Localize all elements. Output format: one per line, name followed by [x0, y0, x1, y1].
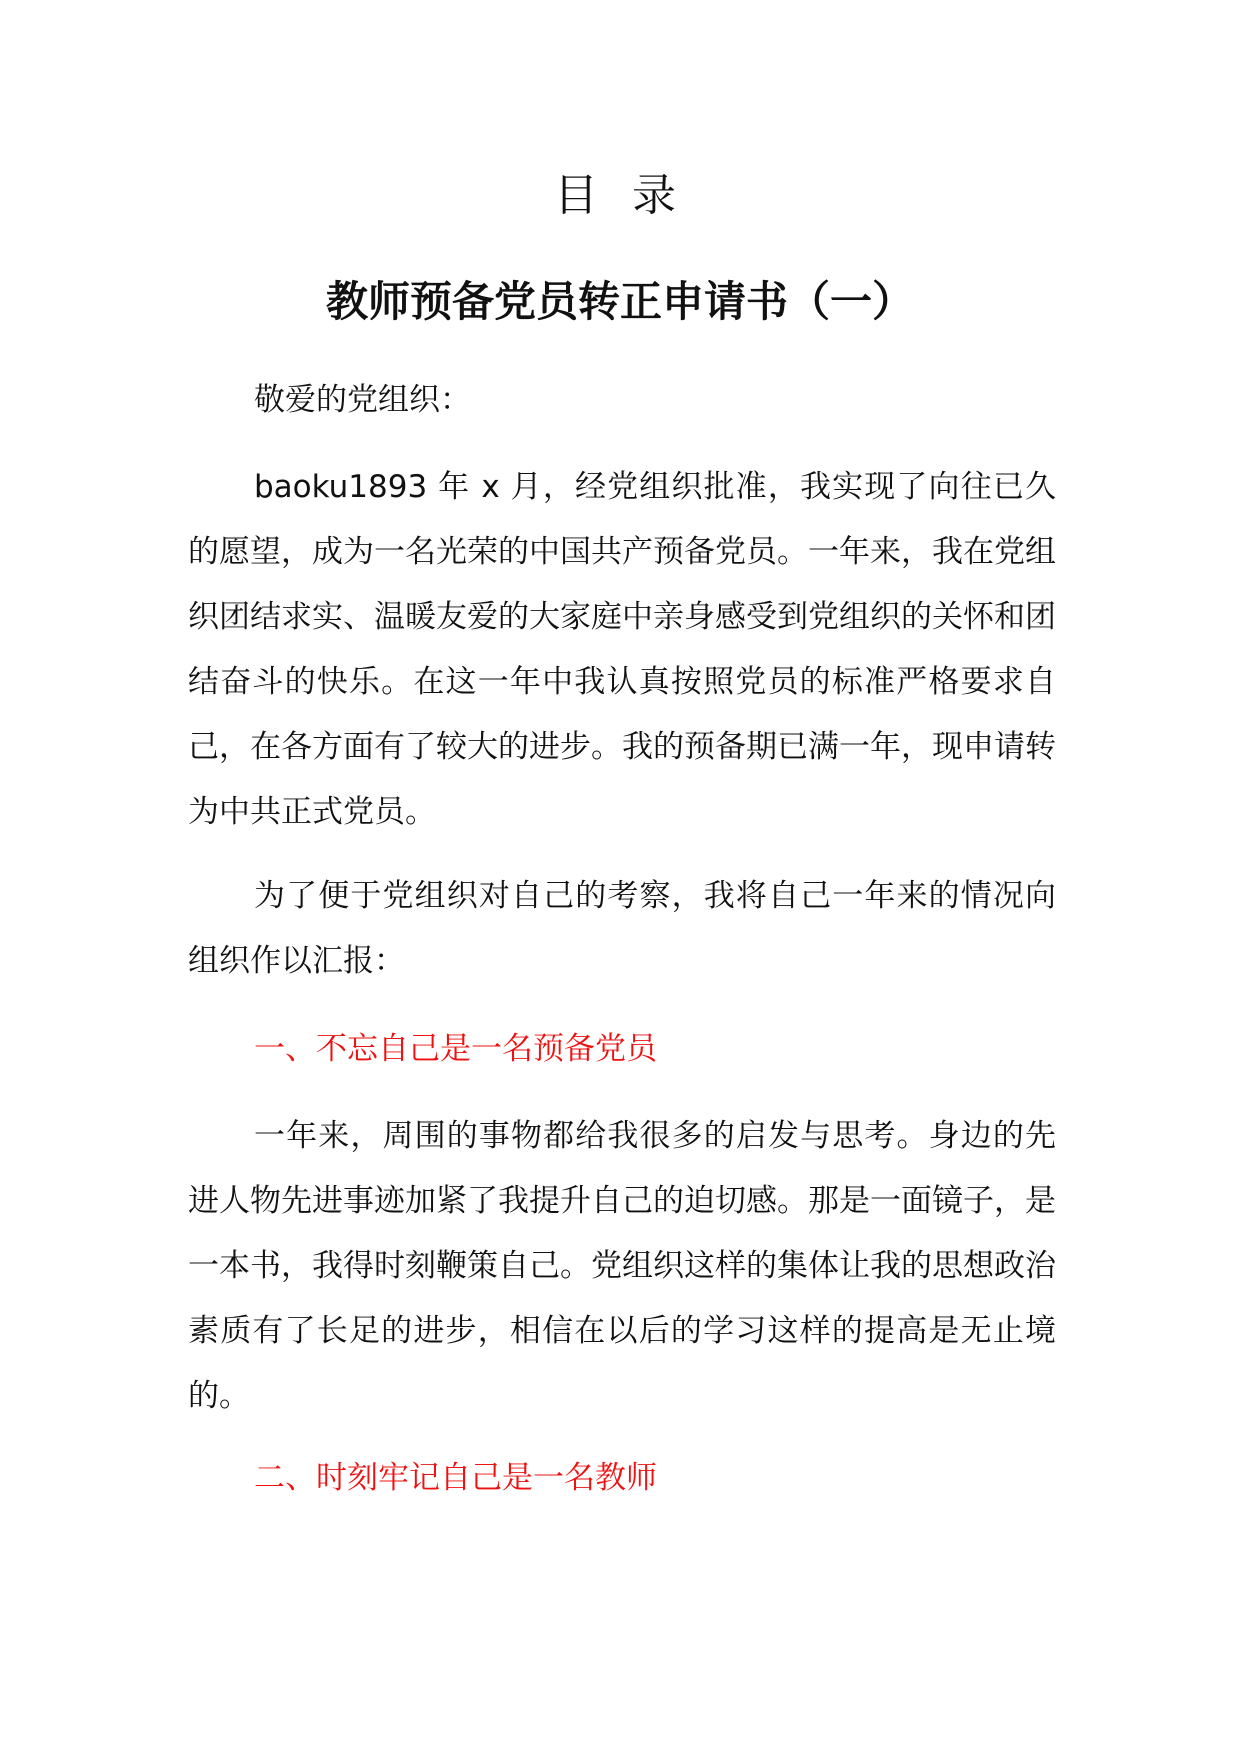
- section-paragraph-1: 一年来，周围的事物都给我很多的启发与思考。身边的先进人物先进事迹加紧了我提升自己的迫切感。那是一面镜子，是一本书，我得时刻鞭策自己。党组织这样的集体让我的思想政治素质有了长足的进步，相信在以后的学习这样的提高是无止境的。: [188, 1118, 1056, 1414]
- section-heading-1: 一、不忘自己是一名预备党员: [254, 1031, 657, 1067]
- section-heading-2: 二、时刻牢记自己是一名教师: [254, 1460, 657, 1496]
- toc-title: 目 录: [554, 170, 686, 221]
- salutation: 敬爱的党组织：: [254, 382, 471, 418]
- paragraph-report: 为了便于党组织对自己的考察，我将自己一年来的情况向组织作以汇报：: [188, 878, 1056, 979]
- paragraph-intro: baoku1893 年 x 月，经党组织批准，我实现了向往已久的愿望，成为一名光荣的中国共产预备党员。一年来，我在党组织团结求实、温暖友爱的大家庭中亲身感受到党组织的关怀和团结奋斗的快乐。在这一年中我认真按照党员的标准严格要求自己，在各方面有了较大的进步。我的预备期已满一年，现申请转为中共正式党员。: [188, 469, 1056, 830]
- document-title: 教师预备党员转正申请书（一）: [325, 277, 914, 326]
